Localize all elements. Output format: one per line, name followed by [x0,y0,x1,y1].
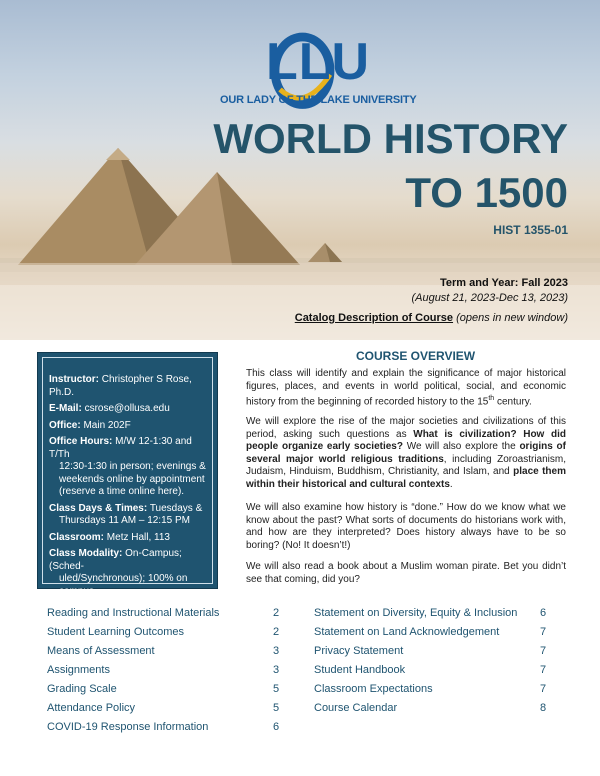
modality-value: On-Campus; (Sched- [49,548,182,572]
instructor-value: Christopher S Rose, Ph.D. [49,374,192,398]
office-hours-row [49,436,206,499]
classroom-label: Classroom: [49,531,105,543]
instructor-label: Instructor: [49,374,99,385]
term-dates: (August 21, 2023-Dec 13, 2023) [411,292,568,304]
course-info-box [37,352,218,597]
office-hours-value: M/W 12-1:30 and T/Th [49,436,192,460]
course-info-box-inner [42,357,213,597]
office-label: Office: [49,419,81,431]
office-hours-details[interactable]: 12:30-1:30 in person; evenings & weekends online by appointment (reserve a time online here). [59,461,206,497]
term-year [440,277,568,289]
catalog-description-link[interactable]: Catalog Description of Course [294,312,454,324]
catalog-link-note: (opens in new window) [456,312,568,324]
email-label: E-Mail: [49,403,82,414]
instructor-row [49,374,206,399]
classroom-row [49,532,206,545]
class-times-value: Tuesdays & [149,502,203,514]
overview-paragraph-2: We will explore the rise of the major societies and civilizations of this period, asking such questions as What is civilization? How did people organize early societies? We will also explore the origins of several major world religious traditions, including Zoroastrianism, Judaism, Hinduism, Buddhism, Christianity, and Islam, and place them within their historical and cultural contexts. [246,416,567,490]
office-value: Main 202F [83,419,131,431]
overview-paragraph-4: We will also read a book about a Muslim woman pirate. Bet you didn’t see that coming, did you? [246,561,566,585]
overview-paragraph-1: This class will identify and explain the significance of major historical figures, places, and events in world political, social, and economic history from the beginning of recorded history to the 15th century. [246,368,566,408]
course-title-line-2: TO 1500 [405,169,568,216]
course-code: HIST 1355-01 [493,223,568,237]
class-times-label: Class Days & Times: [49,502,148,514]
term-value: Fall 2023 [521,277,568,289]
university-name: OUR LADY OF THE LAKE UNIVERSITY [220,94,417,106]
overview-paragraph-3: We will also examine how history is “done.” How do we know what we know about the past? What sorts of documents do historians work with, and how are they interpreted? Does history always have to be so boring? (No! It doesn’t!) [246,502,566,551]
office-hours-label: Office Hours: [49,436,113,447]
overview-heading: COURSE OVERVIEW [356,349,476,363]
class-times-details: Thursdays 11 AM – 12:15 PM [59,515,190,526]
email-row [49,403,206,416]
course-title-line-1: WORLD HISTORY [213,115,568,162]
class-times-row [49,503,206,528]
catalog-description [295,312,568,324]
classroom-value: Metz Hall, 113 [106,531,170,543]
term-label: Term and Year: [439,277,519,289]
office-row [49,420,206,433]
modality-label: Class Modality: [49,548,123,559]
modality-row [49,548,206,598]
modality-details: uled/Synchronous); 100% on campus [59,573,188,597]
logo-wordmark: LLU [266,33,371,91]
email-link[interactable]: csrose@ollusa.edu [84,403,170,414]
